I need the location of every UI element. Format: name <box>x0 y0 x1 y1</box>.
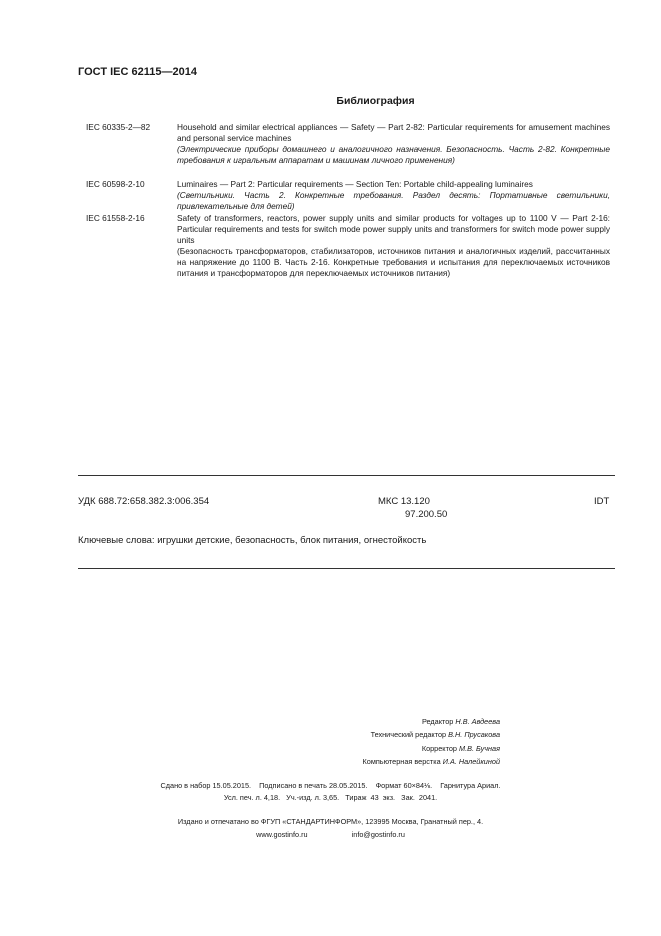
entry-code: IEC 61558-2-16 <box>86 213 145 223</box>
credit-role: Компьютерная верстка <box>362 756 441 766</box>
entry-title-en: Safety of transformers, reactors, power supply units and similar products for voltages up to 1100 V — Part 2-16: Particular requirements and tests for switch mode power supply units and transformers for switch mode power supply units <box>177 213 610 245</box>
credit-role: Технический редактор <box>370 730 447 740</box>
entry-code: IEC 60598-2-10 <box>86 179 145 189</box>
entry-title-en: Household and similar electrical appliances — Safety — Part 2-82: Particular requirements for amusement machines and personal service machines <box>177 122 610 143</box>
publisher-line: Издано и отпечатано во ФГУП «СТАНДАРТИНФОРМ», 123995 Москва, Гранатный пер., 4. <box>177 817 484 826</box>
mks-code-2: 97.200.50 <box>405 509 448 520</box>
credit-name: М.В. Бучная <box>458 743 500 753</box>
entry-title-ru: (Безопасность трансформаторов, стабилизаторов, источников питания и аналогичных изделий, рассчитанных на напряжение до 1100 В. Часть 2-16. Конкретные требования и испытания для переключаемых источников питания и трансформаторов для переключаемых источников питания) <box>177 246 610 278</box>
idt-label: IDT <box>594 496 610 507</box>
keywords: Ключевые слова: игрушки детские, безопасность, блок питания, огнестойкость <box>78 535 427 546</box>
credit-role: Корректор <box>421 743 457 753</box>
print-info-line-2: Усл. печ. л. 4,18. Уч.-изд. л. 3,65. Тираж 43 экз. Зак. 2041. <box>223 793 438 802</box>
entry-code: IEC 60335-2—82 <box>86 122 151 132</box>
bibliography-entry <box>86 179 610 212</box>
bottom-divider <box>78 568 615 569</box>
mks-code-1: МКС 13.120 <box>378 496 430 507</box>
credit-name: И.А. Налейкиной <box>442 756 500 766</box>
entry-title-en: Luminaires — Part 2: Particular requirements — Section Ten: Portable child-appealing luminaires <box>177 179 533 189</box>
print-info-line-1: Сдано в набор 15.05.2015. Подписано в печать 28.05.2015. Формат 60×84⅛. Гарнитура Ариал. <box>160 781 501 790</box>
udk-code: УДК 688.72:658.382.3:006.354 <box>78 496 210 507</box>
credit-line <box>160 742 500 755</box>
bibliography-title-text: Библиография <box>336 95 415 107</box>
bibliography-entry <box>86 213 610 279</box>
standard-header: ГОСТ IEC 62115—2014 <box>78 66 197 78</box>
entry-title-ru: (Светильники. Часть 2. Конкретные требования. Раздел десять: Портативные светильники, привлекательные для детей) <box>177 190 610 211</box>
publisher-website: www.gostinfo.ru <box>256 830 308 839</box>
credit-line <box>160 728 500 741</box>
entry-title-ru: (Электрические приборы домашнего и аналогичного назначения. Безопасность. Часть 2-82. Конкретные требования к игральным аппаратам и машинам личного применения) <box>177 144 610 165</box>
credit-role: Редактор <box>421 717 454 726</box>
publisher-email: info@gostinfo.ru <box>351 830 405 839</box>
credit-line <box>160 755 500 768</box>
credit-name: В.Н. Прусакова <box>448 730 500 740</box>
top-divider <box>78 475 615 476</box>
bibliography-entry <box>86 122 610 166</box>
credit-name: Н.В. Авдеева <box>455 717 500 726</box>
credit-line <box>160 715 500 728</box>
bibliography-title <box>0 95 661 107</box>
credits-block <box>160 715 500 768</box>
publisher-contacts <box>0 829 661 841</box>
